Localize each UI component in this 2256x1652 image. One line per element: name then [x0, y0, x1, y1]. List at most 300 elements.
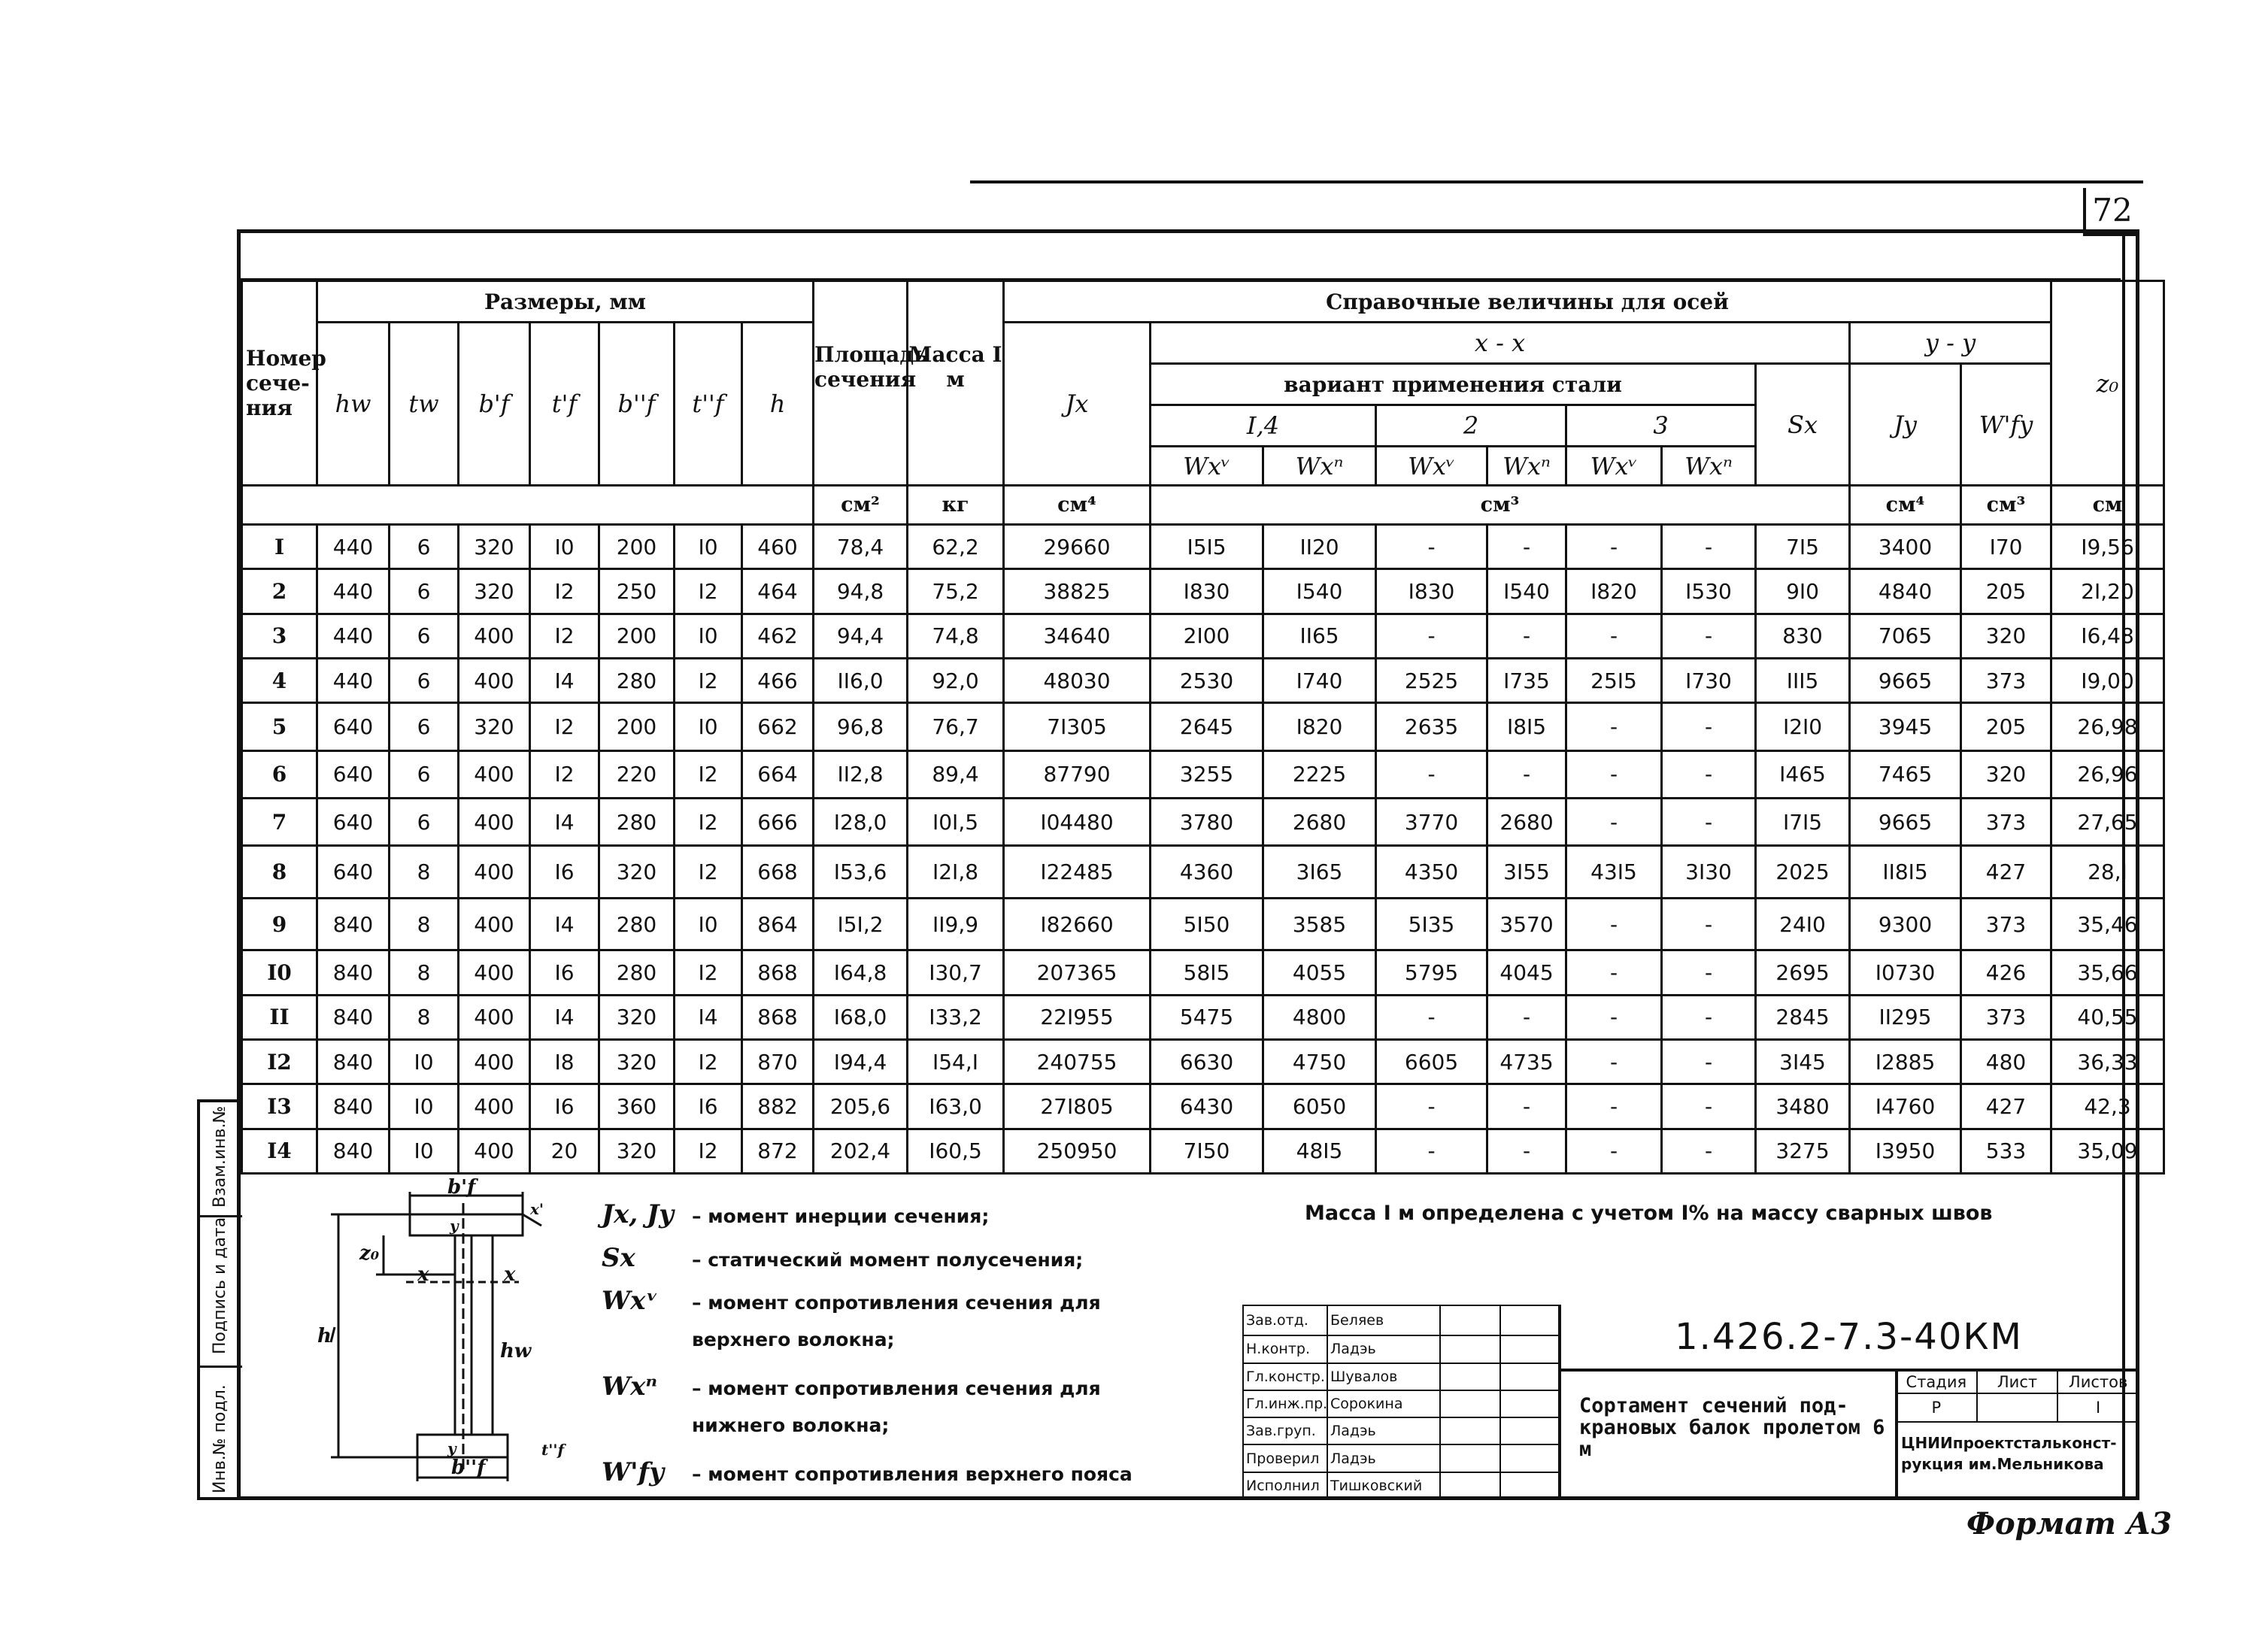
row-number: II: [242, 995, 317, 1039]
table-cell: 48I5: [1263, 1129, 1376, 1173]
table-cell: 666: [742, 798, 814, 845]
table-cell: 533: [1961, 1129, 2051, 1173]
table-cell: 87790: [1004, 750, 1151, 798]
table-cell: -: [1376, 995, 1487, 1039]
table-cell: 25I5: [1566, 658, 1662, 702]
signature-block: [1242, 1305, 1560, 1500]
document-code: 1.426.2-7.3-40КМ: [1675, 1316, 2023, 1358]
table-cell: 668: [742, 846, 814, 899]
table-cell: 427: [1961, 1084, 2051, 1129]
table-cell: 868: [742, 950, 814, 995]
table-cell: III5: [1756, 658, 1850, 702]
signature-row: [1243, 1335, 1559, 1363]
table-cell: 830: [1756, 614, 1850, 658]
hdr-Wx-bot-1: Wxⁿ: [1263, 447, 1376, 486]
sheet-number: 72: [2083, 188, 2139, 236]
table-cell: 320: [459, 703, 530, 750]
table-cell: 3I30: [1662, 846, 1756, 899]
date-field: [1500, 1335, 1559, 1363]
table-cell: 462: [742, 614, 814, 658]
format-label: Формат А3: [1966, 1506, 2173, 1541]
table-cell: II2,8: [814, 750, 908, 798]
table-cell: 74,8: [908, 614, 1004, 658]
table-cell: 2680: [1487, 798, 1566, 845]
axis-y-top: y: [450, 1217, 459, 1235]
table-cell: 27I805: [1004, 1084, 1151, 1129]
signature-name: Шувалов: [1327, 1363, 1440, 1390]
table-cell: I4: [530, 898, 599, 950]
table-row: [242, 1084, 2164, 1129]
table-cell: 440: [317, 614, 390, 658]
table-cell: 6: [390, 658, 459, 702]
signature-name: Ладэь: [1327, 1444, 1440, 1472]
row-number: I3: [242, 1084, 317, 1129]
table-cell: I2: [675, 950, 742, 995]
table-cell: 400: [459, 1084, 530, 1129]
table-cell: 3I45: [1756, 1039, 1850, 1084]
table-cell: I0: [675, 703, 742, 750]
table-cell: 320: [459, 569, 530, 614]
hdr-bf-top: b'f: [459, 323, 530, 486]
table-cell: I9,56: [2051, 525, 2164, 569]
table-cell: 58I5: [1151, 950, 1263, 995]
date-field: [1500, 1305, 1559, 1335]
table-cell: 207365: [1004, 950, 1151, 995]
table-cell: 2695: [1756, 950, 1850, 995]
table-cell: 320: [599, 846, 675, 899]
table-cell: 2845: [1756, 995, 1850, 1039]
table-cell: II20: [1263, 525, 1376, 569]
table-cell: -: [1662, 995, 1756, 1039]
table-cell: 29660: [1004, 525, 1151, 569]
table-cell: II295: [1850, 995, 1961, 1039]
table-cell: 400: [459, 750, 530, 798]
table-cell: 464: [742, 569, 814, 614]
row-number: 2: [242, 569, 317, 614]
row-number: 5: [242, 703, 317, 750]
table-cell: 280: [599, 898, 675, 950]
table-cell: I63,0: [908, 1084, 1004, 1129]
table-cell: 870: [742, 1039, 814, 1084]
binding-stub: [197, 1099, 239, 1500]
signature-row: [1243, 1472, 1559, 1499]
table-cell: I2: [530, 750, 599, 798]
hdr-Iy: Jy: [1850, 364, 1961, 486]
signature-role: Проверил: [1243, 1444, 1327, 1472]
table-cell: 205: [1961, 703, 2051, 750]
hdr-section-no: Номер сече-ния: [242, 281, 317, 486]
table-cell: 6050: [1263, 1084, 1376, 1129]
document-title: Сортамент сечений под-крановых балок пролетом 6 м: [1579, 1394, 1885, 1461]
table-cell: -: [1487, 995, 1566, 1039]
table-cell: 3570: [1487, 898, 1566, 950]
table-cell: I6: [530, 950, 599, 995]
hdr-axis-y: y - y: [1850, 323, 2051, 364]
signature-role: Н.контр.: [1243, 1335, 1327, 1363]
table-cell: 3480: [1756, 1084, 1850, 1129]
table-cell: 3I65: [1263, 846, 1376, 899]
table-cell: 5475: [1151, 995, 1263, 1039]
table-cell: I6: [530, 846, 599, 899]
table-cell: I2: [530, 614, 599, 658]
table-cell: I68,0: [814, 995, 908, 1039]
table-row: [242, 995, 2164, 1039]
table-cell: -: [1662, 898, 1756, 950]
table-cell: I5I5: [1151, 525, 1263, 569]
table-cell: -: [1662, 614, 1756, 658]
table-cell: I0I,5: [908, 798, 1004, 845]
table-cell: 202,4: [814, 1129, 908, 1173]
table-cell: 6: [390, 569, 459, 614]
table-cell: 400: [459, 1039, 530, 1084]
table-cell: 26,98: [2051, 703, 2164, 750]
table-cell: 882: [742, 1084, 814, 1129]
dim-tf-top: x': [530, 1200, 544, 1218]
signature-row: [1243, 1444, 1559, 1472]
table-cell: 35,09: [2051, 1129, 2164, 1173]
signature-row: [1243, 1363, 1559, 1390]
table-cell: I540: [1263, 569, 1376, 614]
table-cell: I0: [675, 614, 742, 658]
table-cell: I04480: [1004, 798, 1151, 845]
table-cell: 466: [742, 658, 814, 702]
table-cell: 6430: [1151, 1084, 1263, 1129]
table-cell: 20: [530, 1129, 599, 1173]
table-cell: I530: [1662, 569, 1756, 614]
hdr-Sx: Sx: [1756, 364, 1850, 486]
table-cell: 373: [1961, 798, 2051, 845]
table-cell: -: [1566, 995, 1662, 1039]
table-cell: I6: [530, 1084, 599, 1129]
table-cell: I2I0: [1756, 703, 1850, 750]
table-cell: -: [1566, 898, 1662, 950]
dim-h: h: [317, 1325, 332, 1347]
table-cell: II65: [1263, 614, 1376, 658]
table-cell: 4735: [1487, 1039, 1566, 1084]
table-cell: 205,6: [814, 1084, 908, 1129]
table-cell: 440: [317, 525, 390, 569]
hdr-steel-variant: вариант применения стали: [1151, 364, 1756, 405]
table-cell: 75,2: [908, 569, 1004, 614]
organization: ЦНИИпроектстальконст-рукция им.Мельникова: [1901, 1434, 2117, 1473]
table-cell: -: [1662, 1084, 1756, 1129]
table-cell: I2: [675, 798, 742, 845]
table-cell: I4: [675, 995, 742, 1039]
table-cell: I0: [675, 525, 742, 569]
table-cell: 8: [390, 846, 459, 899]
table-cell: 4840: [1850, 569, 1961, 614]
table-cell: 94,8: [814, 569, 908, 614]
top-rule: [970, 180, 2143, 183]
table-cell: 22I955: [1004, 995, 1151, 1039]
table-cell: I740: [1263, 658, 1376, 702]
table-cell: -: [1662, 950, 1756, 995]
table-cell: 840: [317, 995, 390, 1039]
legend-row: Wxᵛ – момент сопротивления сечения для: [602, 1286, 1101, 1316]
signature-field: [1440, 1472, 1500, 1499]
table-cell: 2025: [1756, 846, 1850, 899]
table-cell: 840: [317, 950, 390, 995]
table-cell: 864: [742, 898, 814, 950]
table-cell: 7I305: [1004, 703, 1151, 750]
table-cell: 664: [742, 750, 814, 798]
stub-sign-date: Подпись и дата: [211, 1217, 229, 1354]
table-cell: 280: [599, 798, 675, 845]
table-cell: 872: [742, 1129, 814, 1173]
table-cell: 3400: [1850, 525, 1961, 569]
signature-name: Сорокина: [1327, 1390, 1440, 1417]
table-cell: I54,I: [908, 1039, 1004, 1084]
table-cell: 6: [390, 798, 459, 845]
table-cell: 3945: [1850, 703, 1961, 750]
table-cell: 2645: [1151, 703, 1263, 750]
table-cell: 7I50: [1151, 1129, 1263, 1173]
table-cell: 662: [742, 703, 814, 750]
hdr-Wx-top-2: Wxᵛ: [1376, 447, 1487, 486]
table-cell: 400: [459, 1129, 530, 1173]
table-row: [242, 750, 2164, 798]
table-cell: I8I5: [1487, 703, 1566, 750]
table-cell: I2885: [1850, 1039, 1961, 1084]
signature-role: Гл.констр.: [1243, 1363, 1327, 1390]
table-cell: 6: [390, 525, 459, 569]
hdr-bf-bot: b''f: [599, 323, 675, 486]
table-cell: 43I5: [1566, 846, 1662, 899]
signature-name: Беляев: [1327, 1305, 1440, 1335]
table-cell: 92,0: [908, 658, 1004, 702]
signature-field: [1440, 1444, 1500, 1472]
table-cell: 5I50: [1151, 898, 1263, 950]
table-cell: -: [1566, 525, 1662, 569]
hdr-h: h: [742, 323, 814, 486]
table-row: [242, 846, 2164, 899]
table-cell: I70: [1961, 525, 2051, 569]
table-cell: 400: [459, 995, 530, 1039]
table-cell: I2: [675, 750, 742, 798]
table-cell: I4: [530, 995, 599, 1039]
table-cell: I6: [675, 1084, 742, 1129]
unit-mass: кг: [908, 486, 1004, 525]
axis-x-right: x: [504, 1263, 516, 1286]
table-cell: 640: [317, 846, 390, 899]
stage-value: Р: [1896, 1393, 1977, 1422]
table-row: [242, 1039, 2164, 1084]
stub-inv-no: Инв.№ подл.: [211, 1384, 229, 1493]
table-cell: I60,5: [908, 1129, 1004, 1173]
table-cell: 9665: [1850, 798, 1961, 845]
row-number: I0: [242, 950, 317, 995]
signature-name: Тишковский: [1327, 1472, 1440, 1499]
table-cell: I2: [530, 569, 599, 614]
signature-name: Ладэь: [1327, 1417, 1440, 1444]
table-cell: 34640: [1004, 614, 1151, 658]
row-number: I4: [242, 1129, 317, 1173]
table-cell: 320: [599, 1129, 675, 1173]
table-cell: I3950: [1850, 1129, 1961, 1173]
table-cell: 2225: [1263, 750, 1376, 798]
table-cell: -: [1376, 1129, 1487, 1173]
table-cell: 280: [599, 950, 675, 995]
unit-Wfy: см³: [1961, 486, 2051, 525]
hdr-tw: tw: [390, 323, 459, 486]
hdr-axis-x: x - x: [1151, 323, 1850, 364]
hdr-Wx-bot-3: Wxⁿ: [1662, 447, 1756, 486]
dim-bf-top: b'f: [447, 1176, 476, 1199]
table-cell: I2: [675, 658, 742, 702]
table-cell: 4055: [1263, 950, 1376, 995]
axis-x-left: x: [417, 1263, 429, 1286]
hdr-ref-group: Справочные величины для осей: [1004, 281, 2051, 323]
table-cell: I6,48: [2051, 614, 2164, 658]
stub-replace-inv: Взам.инв.№: [211, 1105, 229, 1208]
table-cell: 7465: [1850, 750, 1961, 798]
table-cell: 2525: [1376, 658, 1487, 702]
table-cell: 2680: [1263, 798, 1376, 845]
hdr-Wx-top-3: Wxᵛ: [1566, 447, 1662, 486]
table-cell: 200: [599, 703, 675, 750]
table-cell: -: [1566, 1084, 1662, 1129]
table-cell: 840: [317, 898, 390, 950]
table-cell: 840: [317, 1084, 390, 1129]
table-cell: 36,33: [2051, 1039, 2164, 1084]
date-field: [1500, 1472, 1559, 1499]
hdr-tf-top: t'f: [530, 323, 599, 486]
table-cell: I22485: [1004, 846, 1151, 899]
dim-bf-bottom: b''f: [451, 1456, 486, 1479]
table-row: [242, 798, 2164, 845]
hdr-hw: hw: [317, 323, 390, 486]
table-cell: -: [1487, 1129, 1566, 1173]
table-cell: I830: [1376, 569, 1487, 614]
signature-name: Ладэь: [1327, 1335, 1440, 1363]
table-row: [242, 614, 2164, 658]
table-cell: I0: [390, 1039, 459, 1084]
table-cell: 240755: [1004, 1039, 1151, 1084]
row-number: 6: [242, 750, 317, 798]
hdr-variant-3: 3: [1566, 405, 1756, 447]
signature-field: [1440, 1417, 1500, 1444]
table-cell: 2635: [1376, 703, 1487, 750]
table-cell: -: [1566, 614, 1662, 658]
table-cell: -: [1376, 614, 1487, 658]
table-cell: 480: [1961, 1039, 2051, 1084]
section-table: [241, 280, 2165, 1175]
table-cell: 3780: [1151, 798, 1263, 845]
table-cell: -: [1376, 525, 1487, 569]
table-cell: 35,66: [2051, 950, 2164, 995]
table-cell: 250950: [1004, 1129, 1151, 1173]
row-number: 7: [242, 798, 317, 845]
table-row: [242, 950, 2164, 995]
table-cell: -: [1376, 750, 1487, 798]
table-cell: 400: [459, 898, 530, 950]
table-cell: -: [1566, 750, 1662, 798]
row-number: 9: [242, 898, 317, 950]
table-cell: I0: [390, 1084, 459, 1129]
table-cell: 35,46: [2051, 898, 2164, 950]
signature-role: Зав.груп.: [1243, 1417, 1327, 1444]
legend-row: верхнего волокна;: [692, 1329, 895, 1350]
table-cell: 373: [1961, 658, 2051, 702]
table-cell: 280: [599, 658, 675, 702]
ibeam-section-diagram: [316, 1176, 587, 1489]
table-cell: 427: [1961, 846, 2051, 899]
table-cell: I2: [675, 1129, 742, 1173]
table-cell: I540: [1487, 569, 1566, 614]
signature-row: [1243, 1390, 1559, 1417]
table-cell: -: [1662, 703, 1756, 750]
table-cell: II6,0: [814, 658, 908, 702]
table-cell: 320: [1961, 750, 2051, 798]
table-cell: I0: [675, 898, 742, 950]
axis-y-bottom: y: [447, 1439, 456, 1457]
table-cell: -: [1487, 614, 1566, 658]
signature-role: Гл.инж.пр.: [1243, 1390, 1327, 1417]
row-number: 4: [242, 658, 317, 702]
dim-hw: hw: [500, 1340, 532, 1363]
table-cell: -: [1566, 1129, 1662, 1173]
table-cell: 868: [742, 995, 814, 1039]
table-cell: 840: [317, 1129, 390, 1173]
table-cell: 8: [390, 898, 459, 950]
table-cell: 8: [390, 950, 459, 995]
stage-header: Стадия: [1896, 1371, 1977, 1393]
table-cell: 38825: [1004, 569, 1151, 614]
signature-role: Исполнил: [1243, 1472, 1327, 1499]
table-cell: 640: [317, 703, 390, 750]
unit-z0: см: [2051, 486, 2164, 525]
table-cell: I2I,8: [908, 846, 1004, 899]
table-cell: 4360: [1151, 846, 1263, 899]
table-cell: 4045: [1487, 950, 1566, 995]
legend-row: нижнего волокна;: [692, 1414, 890, 1436]
table-row: [242, 703, 2164, 750]
table-cell: I0: [390, 1129, 459, 1173]
table-cell: I465: [1756, 750, 1850, 798]
hdr-variant-1: I,4: [1151, 405, 1376, 447]
table-cell: I0730: [1850, 950, 1961, 995]
table-cell: 6: [390, 703, 459, 750]
table-cell: 6: [390, 750, 459, 798]
table-cell: 2I00: [1151, 614, 1263, 658]
hdr-z0: z₀: [2051, 281, 2164, 486]
table-cell: -: [1662, 1039, 1756, 1084]
table-cell: 9665: [1850, 658, 1961, 702]
table-cell: -: [1662, 798, 1756, 845]
table-cell: I0: [530, 525, 599, 569]
table-cell: 3I55: [1487, 846, 1566, 899]
table-cell: 6605: [1376, 1039, 1487, 1084]
table-cell: 8: [390, 995, 459, 1039]
table-cell: 9300: [1850, 898, 1961, 950]
legend-row: Sx – статический момент полусечения;: [602, 1243, 1084, 1273]
hdr-dims-group: Размеры, мм: [317, 281, 814, 323]
row-number: I: [242, 525, 317, 569]
table-cell: 440: [317, 569, 390, 614]
table-cell: 640: [317, 750, 390, 798]
table-cell: I4: [530, 798, 599, 845]
table-cell: I30,7: [908, 950, 1004, 995]
signature-field: [1440, 1363, 1500, 1390]
table-cell: I82660: [1004, 898, 1151, 950]
table-row: [242, 1129, 2164, 1173]
row-number: I2: [242, 1039, 317, 1084]
table-cell: I4760: [1850, 1084, 1961, 1129]
table-cell: I735: [1487, 658, 1566, 702]
sheet-value: [1977, 1393, 2058, 1422]
table-cell: I28,0: [814, 798, 908, 845]
table-cell: I830: [1151, 569, 1263, 614]
